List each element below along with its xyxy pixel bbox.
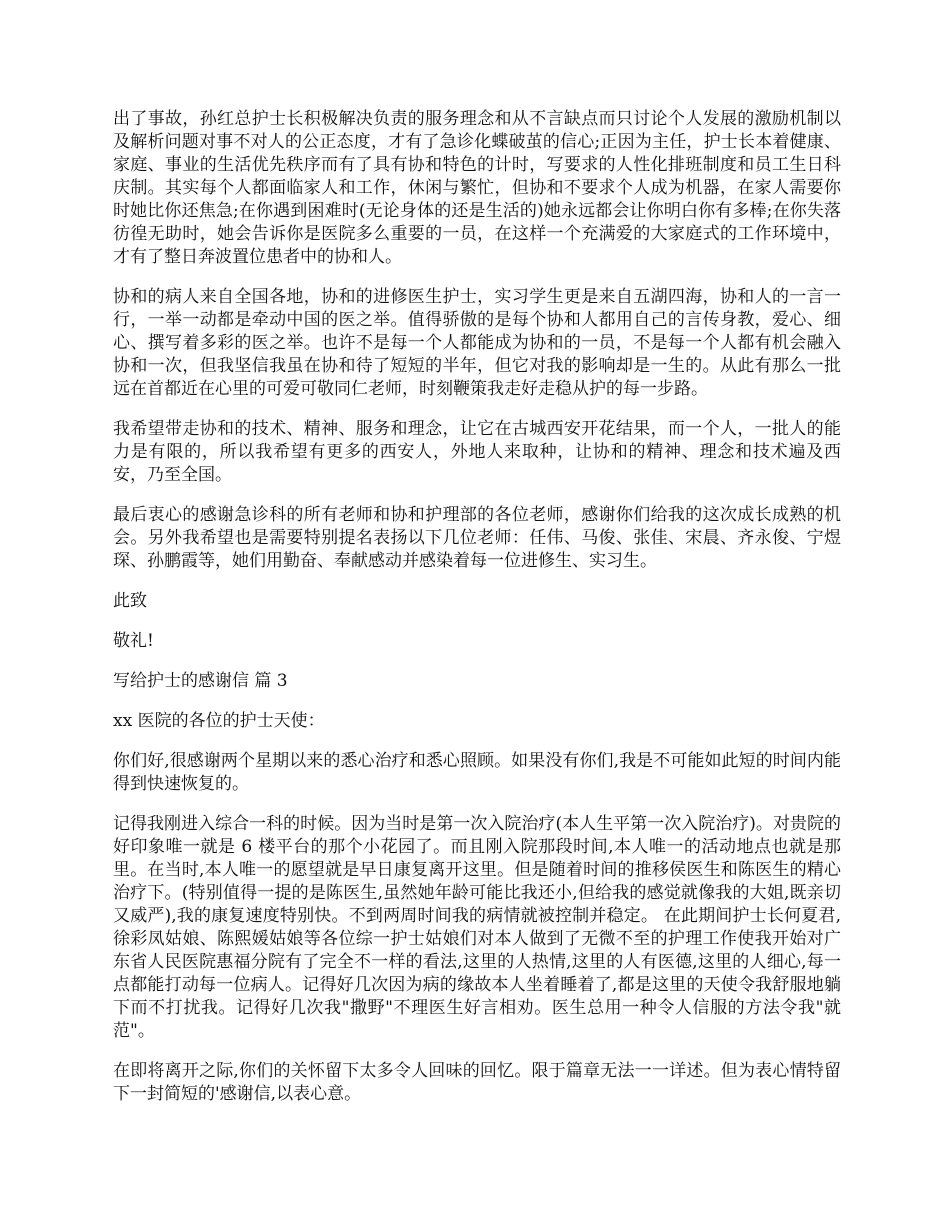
section-heading: 写给护士的感谢信 篇 3 bbox=[113, 671, 288, 691]
paragraph-memory: 记得我刚进入综合一科的时候。因为当时是第一次入院治疗(本人生平第一次入院治疗)。对贵院的好印象唯一就是 6 楼平台的那个小花园了。而且刚入院那段时间,本人唯一的活动地点也就是那里。在当时,本人唯一的愿望就是早日康复离开这里。但是随着时间的推移侯医生和陈医生的精心治疗下。(特别值得一提的是陈医生,虽然她年龄可能比我还小,但给我的感觉就像我的大姐,既亲切又威严),我的康复速度特别快。不到两周时间我的病情就被控制并稳定。 在此期间护士长何夏君,徐彩凤姑娘、陈熙媛姑娘等各位综一护士姑娘们对本人做到了无微不至的护理工作使我开始对广东省人民医院惠福分院有了完全不一样的看法,这里的人热情,这里的人有医德,这里的人细心,每一点都能打动每一位病人。记得好几次因为病的缘故本人坐着睡着了,都是这里的天使令我舒服地躺下而不打扰我。记得好几次我"撒野"不理医生好言相劝。医生总用一种令人信服的方法令我"就范"。 bbox=[113, 814, 841, 1041]
paragraph-intro: 你们好,很感谢两个星期以来的悉心治疗和悉心照顾。如果没有你们,我是不可能如此短的时间内能得到快速恢复的。 bbox=[113, 751, 841, 794]
closing-regards: 敬礼! bbox=[113, 631, 154, 651]
paragraph-leadership: 出了事故，孙红总护士长积极解决负责的服务理念和从不言缺点而只讨论个人发展的激励机制以及解析问题对事不对人的公正态度，才有了急诊化蝶破茧的信心;正因为主任，护士长本着健康、家庭、事业的生活优先秩序而有了具有协和特色的计时，写要求的人性化排班制度和员工生日科庆制。其实每个人都面临家人和工作，休闲与繁忙，但协和不要求个人成为机器，在家人需要你时她比你还焦急;在你遇到困难时(无论身体的还是生活的)她永远都会让你明白你有多棒;在你失落彷徨无助时，她会告诉你是医院多么重要的一员，在这样一个充满爱的大家庭式的工作环境中，才有了整日奔波置位患者中的协和人。 bbox=[113, 109, 841, 267]
paragraph-thanks: 最后衷心的感谢急诊科的所有老师和协和护理部的各位老师，感谢你们给我的这次成长成熟的机会。另外我希望也是需要特别提名表扬以下几位老师：任伟、马俊、张佳、宋晨、齐永俊、宁煜琛、孙鹏霞等，她们用勤奋、奉献感动并感染着每一位进修生、实习生。 bbox=[113, 505, 841, 571]
paragraph-farewell: 在即将离开之际,你们的关怀留下太多令人回味的回忆。限于篇章无法一一详述。但为表心情特留下一封简短的'感谢信,以表心意。 bbox=[113, 1061, 841, 1104]
document-body bbox=[113, 108, 841, 1123]
letter-greeting: xx 医院的各位的护士天使： bbox=[113, 711, 325, 731]
paragraph-patients: 协和的病人来自全国各地，协和的进修医生护士，实习学生更是来自五湖四海，协和人的一言一行，一举一动都是牵动中国的医之举。值得骄傲的是每个协和人都用自己的言传身教，爱心、细心、撰写着多彩的医之举。也许不是每一个人都能成为协和的一员，不是每一个人都有机会融入协和一次，但我坚信我虽在协和待了短短的半年，但它对我的影响却是一生的。从此有那么一批远在首都近在心里的可爱可敬同仁老师，时刻鞭策我走好走稳从护的每一步路。 bbox=[113, 287, 841, 399]
paragraph-hope: 我希望带走协和的技术、精神、服务和理念，让它在古城西安开花结果，而一个人，一批人的能力是有限的，所以我希望有更多的西安人，外地人来取种，让协和的精神、理念和技术遍及西安，乃至全国。 bbox=[113, 419, 841, 485]
closing-salutation: 此致 bbox=[113, 591, 147, 611]
